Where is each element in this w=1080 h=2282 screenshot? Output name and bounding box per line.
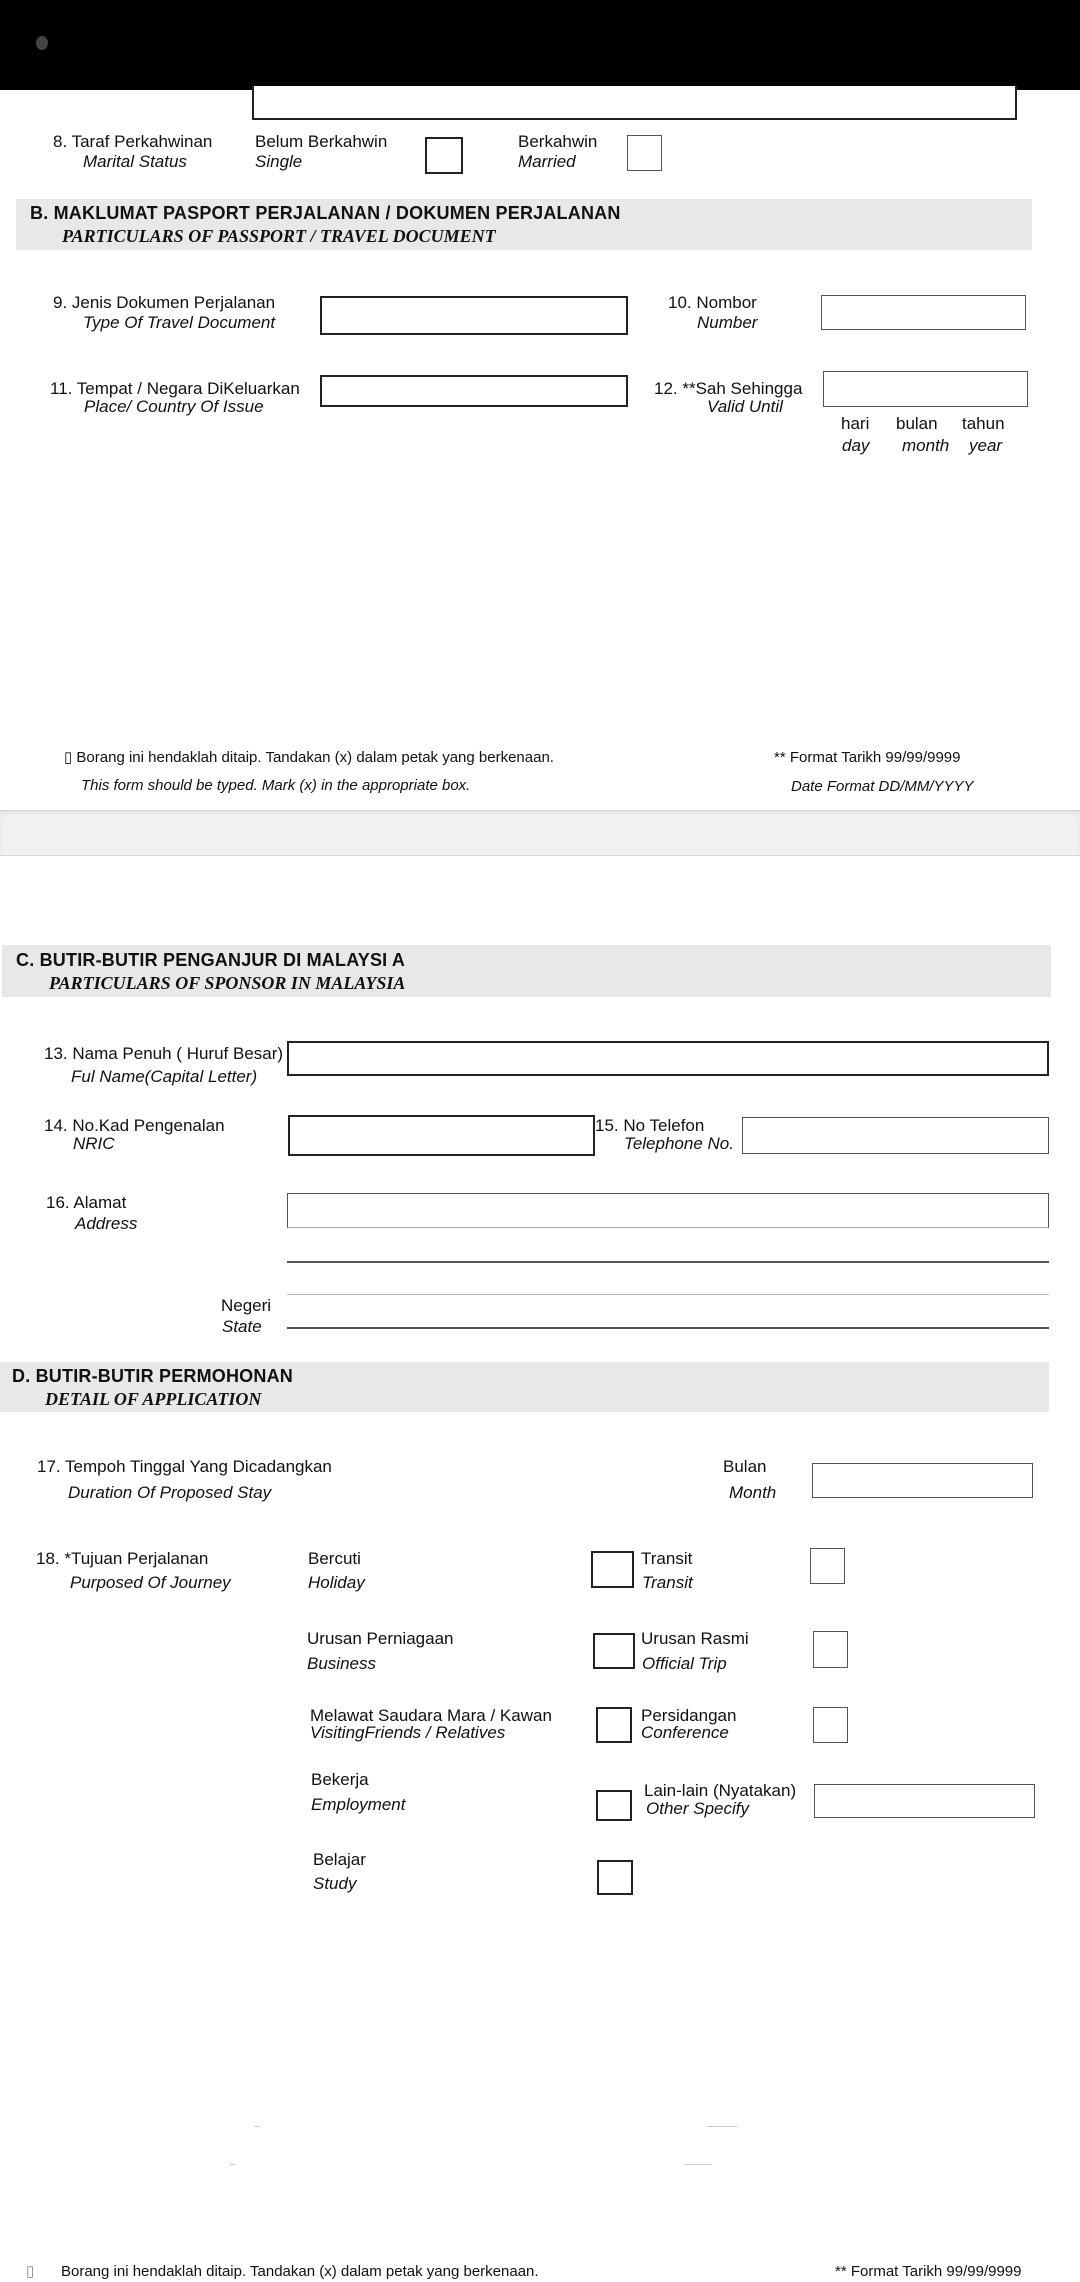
q11-label: 11. Tempat / Negara DiKeluarkan bbox=[50, 379, 300, 398]
q14-label: 14. No.Kad Pengenalan bbox=[44, 1116, 225, 1135]
q17-sub: Duration Of Proposed Stay bbox=[68, 1483, 272, 1502]
address-line-1-input[interactable] bbox=[287, 1193, 1049, 1228]
address-line-2-input[interactable] bbox=[287, 1228, 1049, 1261]
footer-note: ▯ Borang ini hendaklah ditaip. Tandakan (x) dalam petak yang berkenaan. bbox=[64, 749, 554, 766]
footer-note-2: Borang ini hendaklah ditaip. Tandakan (x) dalam petak yang berkenaan. bbox=[61, 2263, 539, 2280]
option-conference-label: Persidangan bbox=[641, 1706, 737, 1725]
address-line-3-input[interactable] bbox=[287, 1263, 1049, 1294]
option-transit-label: Transit bbox=[641, 1549, 693, 1568]
q12-sub: Valid Until bbox=[707, 397, 783, 416]
section-c-subtitle: PARTICULARS OF SPONSOR IN MALAYSIA bbox=[49, 973, 406, 993]
q10-sub: Number bbox=[697, 313, 758, 332]
place-of-issue-input[interactable] bbox=[320, 375, 628, 407]
year-label: tahun bbox=[962, 414, 1005, 433]
q15-label: 15. No Telefon bbox=[595, 1116, 705, 1135]
section-d-header bbox=[0, 1362, 1049, 1412]
employment-checkbox[interactable] bbox=[596, 1790, 632, 1821]
married-sub: Married bbox=[518, 152, 576, 171]
q14-sub: NRIC bbox=[73, 1134, 115, 1153]
q17-unit: Bulan bbox=[723, 1457, 767, 1476]
option-holiday-sub: Holiday bbox=[308, 1573, 365, 1592]
married-checkbox[interactable] bbox=[627, 135, 662, 171]
state-sub: State bbox=[222, 1317, 262, 1336]
option-other-sub: Other Specify bbox=[646, 1799, 749, 1818]
option-holiday-label: Bercuti bbox=[308, 1549, 361, 1568]
option-visiting-sub: VisitingFriends / Relatives bbox=[310, 1723, 506, 1742]
travel-document-type-input[interactable] bbox=[320, 296, 628, 335]
note-box-icon: ▯ bbox=[26, 2263, 35, 2280]
telephone-input[interactable] bbox=[742, 1117, 1049, 1154]
other-specify-input[interactable] bbox=[814, 1784, 1035, 1818]
holiday-checkbox[interactable] bbox=[591, 1551, 634, 1588]
section-c-header bbox=[2, 945, 1051, 997]
signature-mark bbox=[230, 2164, 235, 2165]
year-sub: year bbox=[969, 436, 1003, 455]
option-study-sub: Study bbox=[313, 1874, 357, 1893]
official-trip-checkbox[interactable] bbox=[813, 1631, 848, 1668]
q18-sub: Purposed Of Journey bbox=[70, 1573, 231, 1592]
q15-sub: Telephone No. bbox=[624, 1134, 734, 1153]
option-employment-sub: Employment bbox=[311, 1795, 406, 1814]
sponsor-full-name-input[interactable] bbox=[287, 1041, 1049, 1076]
section-b-subtitle: PARTICULARS OF PASSPORT / TRAVEL DOCUMENT bbox=[62, 226, 496, 246]
option-visiting-label: Melawat Saudara Mara / Kawan bbox=[310, 1706, 552, 1725]
business-checkbox[interactable] bbox=[593, 1633, 635, 1669]
visiting-checkbox[interactable] bbox=[596, 1707, 632, 1743]
q9-label: 9. Jenis Dokumen Perjalanan bbox=[53, 293, 276, 312]
married-label: Berkahwin bbox=[518, 132, 598, 151]
section-d-title: D. BUTIR-BUTIR PERMOHONAN bbox=[12, 1366, 293, 1386]
option-official-label: Urusan Rasmi bbox=[641, 1629, 749, 1648]
date-format: ** Format Tarikh 99/99/9999 bbox=[774, 749, 961, 766]
camera-cutout bbox=[36, 36, 48, 50]
signature-mark bbox=[707, 2126, 737, 2127]
q18-label: 18. *Tujuan Perjalanan bbox=[36, 1549, 209, 1568]
section-c-title: C. BUTIR-BUTIR PENGANJUR DI MALAYSI A bbox=[16, 950, 406, 970]
option-business-label: Urusan Perniagaan bbox=[307, 1629, 454, 1648]
footer-note-en: This form should be typed. Mark (x) in the appropriate box. bbox=[81, 777, 471, 794]
duration-month-input[interactable] bbox=[812, 1463, 1033, 1498]
document-number-input[interactable] bbox=[821, 295, 1026, 330]
signature-mark bbox=[254, 2126, 260, 2127]
q13-label: 13. Nama Penuh ( Huruf Besar) bbox=[44, 1044, 284, 1063]
day-label: hari bbox=[841, 414, 870, 433]
section-b-title: B. MAKLUMAT PASPORT PERJALANAN / DOKUMEN PERJALANAN bbox=[30, 203, 621, 223]
status-bar bbox=[0, 0, 1080, 90]
q13-sub: Ful Name(Capital Letter) bbox=[71, 1067, 258, 1086]
valid-until-input[interactable] bbox=[823, 371, 1028, 407]
option-business-sub: Business bbox=[307, 1654, 376, 1673]
q9-sub: Type Of Travel Document bbox=[83, 313, 276, 332]
option-employment-label: Bekerja bbox=[311, 1770, 369, 1789]
previous-field-box[interactable] bbox=[252, 86, 1017, 120]
option-official-sub: Official Trip bbox=[642, 1654, 727, 1673]
state-input[interactable] bbox=[287, 1295, 1049, 1329]
single-sub: Single bbox=[255, 152, 303, 171]
state-label: Negeri bbox=[221, 1296, 272, 1315]
q17-label: 17. Tempoh Tinggal Yang Dicadangkan bbox=[37, 1457, 332, 1476]
option-other-label: Lain-lain (Nyatakan) bbox=[644, 1781, 797, 1800]
q17-unit-sub: Month bbox=[729, 1483, 777, 1502]
option-study-label: Belajar bbox=[313, 1850, 366, 1869]
month-label: bulan bbox=[896, 414, 938, 433]
single-checkbox[interactable] bbox=[425, 137, 463, 174]
q16-label: 16. Alamat bbox=[46, 1193, 127, 1212]
section-d-subtitle: DETAIL OF APPLICATION bbox=[45, 1389, 262, 1409]
single-label: Belum Berkahwin bbox=[255, 132, 388, 151]
day-sub: day bbox=[842, 436, 870, 455]
option-conference-sub: Conference bbox=[641, 1723, 729, 1742]
page-separator bbox=[0, 810, 1080, 856]
q12-label: 12. **Sah Sehingga bbox=[654, 379, 803, 398]
nric-input[interactable] bbox=[288, 1115, 595, 1156]
q8-sub: Marital Status bbox=[83, 152, 187, 171]
signature-mark bbox=[684, 2164, 712, 2165]
q16-sub: Address bbox=[75, 1214, 138, 1233]
conference-checkbox[interactable] bbox=[813, 1707, 848, 1743]
date-format-en: Date Format DD/MM/YYYY bbox=[791, 778, 974, 795]
q10-label: 10. Nombor bbox=[668, 293, 757, 312]
section-b-header bbox=[16, 199, 1032, 250]
q11-sub: Place/ Country Of Issue bbox=[84, 397, 264, 416]
q8-label: 8. Taraf Perkahwinan bbox=[53, 132, 213, 151]
transit-checkbox[interactable] bbox=[810, 1548, 845, 1584]
option-transit-sub: Transit bbox=[642, 1573, 693, 1592]
month-sub: month bbox=[902, 436, 950, 455]
date-format-2: ** Format Tarikh 99/99/9999 bbox=[835, 2263, 1022, 2280]
study-checkbox[interactable] bbox=[597, 1860, 633, 1895]
